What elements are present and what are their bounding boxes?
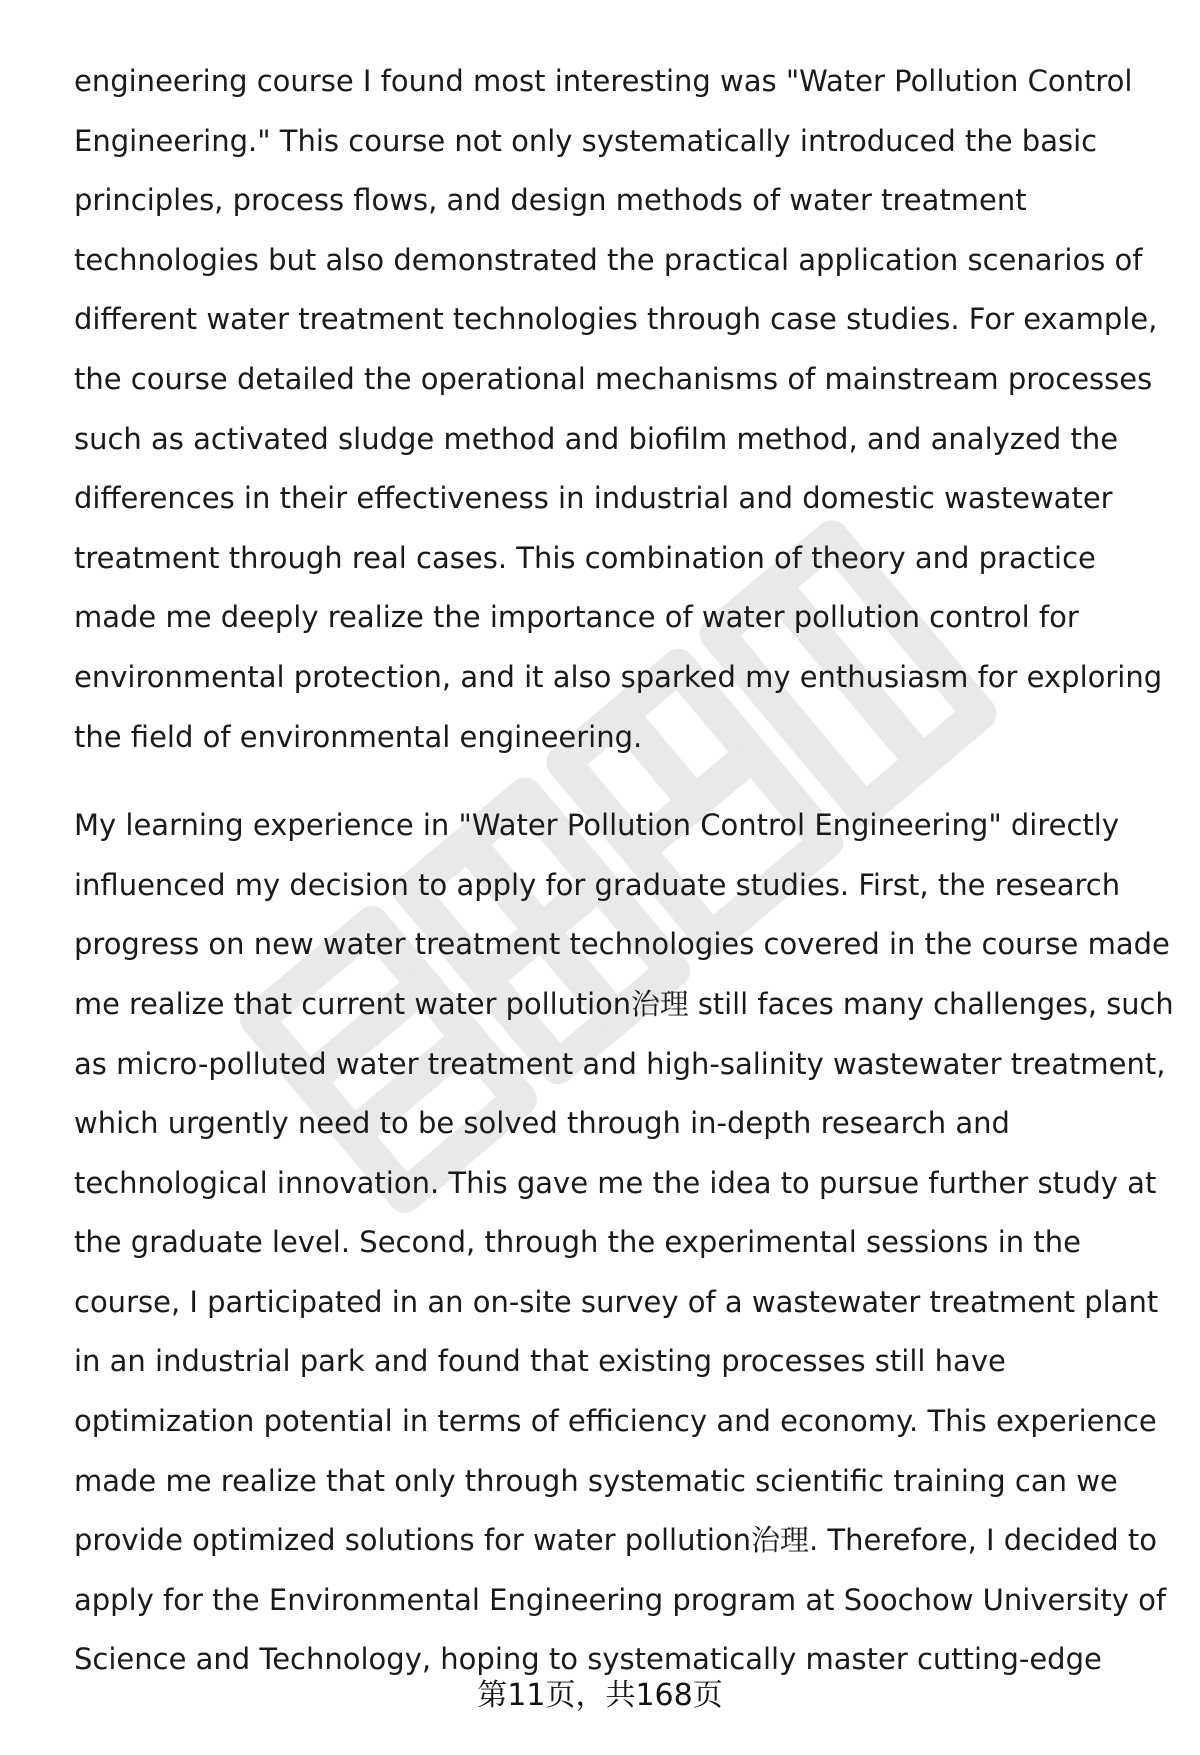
page-number-footer: 第11页，共168页 <box>477 1678 723 1713</box>
text-line: progress on new water treatment technologies covered in the course made <box>74 927 1170 962</box>
text-line: which urgently need to be solved through in-depth research and <box>74 1106 1010 1141</box>
text-line: treatment through real cases. This combination of theory and practice <box>74 540 1096 575</box>
text-line: different water treatment technologies through case studies. For example, <box>74 302 1158 337</box>
text-line: course, I participated in an on-site survey of a wastewater treatment plant <box>74 1284 1159 1319</box>
text-line: me realize that current water pollution治理 still faces many challenges, such <box>74 986 1174 1021</box>
text-line: engineering course I found most interesting was "Water Pollution Control <box>74 64 1133 98</box>
text-line: optimization potential in terms of efficiency and economy. This experience <box>74 1404 1157 1439</box>
text-line: such as activated sludge method and biofilm method, and analyzed the <box>74 421 1119 456</box>
text-line: made me realize that only through systematic scientific training can we <box>74 1463 1118 1498</box>
text-line: differences in their effectiveness in industrial and domestic wastewater <box>74 481 1113 516</box>
text-line: environmental protection, and it also sparked my enthusiasm for exploring <box>74 659 1163 694</box>
text-line: provide optimized solutions for water pollution治理. Therefore, I decided to <box>74 1523 1158 1558</box>
text-line: made me deeply realize the importance of water pollution control for <box>74 600 1079 635</box>
text-line: technologies but also demonstrated the practical application scenarios of <box>74 242 1143 277</box>
text-line: as micro-polluted water treatment and high-salinity wastewater treatment, <box>74 1046 1166 1081</box>
text-line: My learning experience in "Water Pollution Control Engineering" directly <box>74 808 1120 843</box>
text-line: in an industrial park and found that existing processes still have <box>74 1344 1006 1379</box>
text-line: apply for the Environmental Engineering program at Soochow University of <box>74 1582 1167 1617</box>
text-line: the graduate level. Second, through the experimental sessions in the <box>74 1225 1081 1260</box>
text-line: technological innovation. This gave me the idea to pursue further study at <box>74 1165 1157 1200</box>
text-line: the course detailed the operational mechanisms of mainstream processes <box>74 361 1153 396</box>
text-line: Science and Technology, hoping to systematically master cutting-edge <box>74 1642 1102 1677</box>
text-line: the field of environmental engineering. <box>74 719 643 754</box>
text-line: Engineering." This course not only systematically introduced the basic <box>74 123 1098 158</box>
document-body <box>74 52 1174 1690</box>
paragraph-2 <box>74 796 1174 1690</box>
text-line: principles, process flows, and design methods of water treatment <box>74 183 1027 218</box>
text-line: influenced my decision to apply for graduate studies. First, the research <box>74 867 1121 902</box>
paragraph-1 <box>74 52 1164 767</box>
